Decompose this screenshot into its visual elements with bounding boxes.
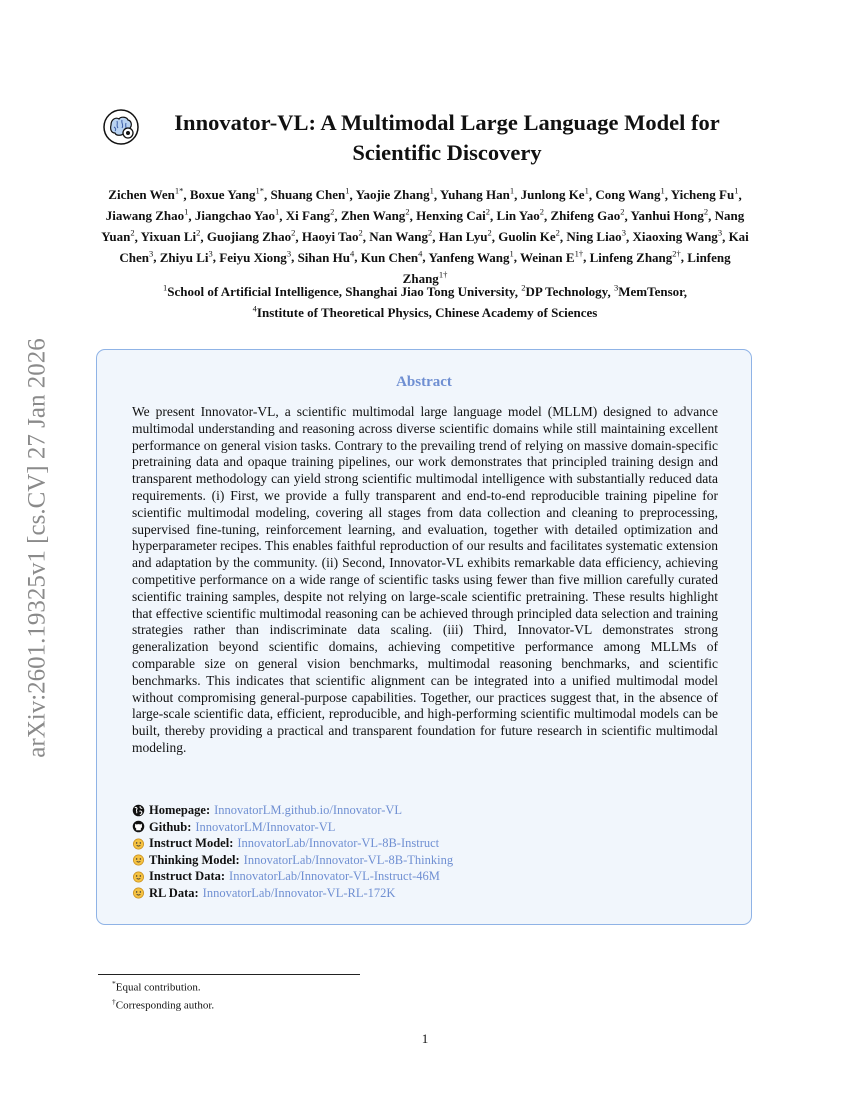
author-name: Guojiang Zhao$^2$ [206,227,296,244]
resource-links [132,802,718,901]
author-name: Kun Chen$^4$ [360,248,423,265]
rl-data-link[interactable]: InnovatorLab/Innovator-VL-RL-172K [202,885,396,900]
author-name: Zhen Wang$^2$ [340,206,410,224]
author-name: Ning Liao$^3$ [566,227,626,244]
author-name: Linfeng Zhang$^{1\dagger}$ [402,249,731,286]
github-icon [132,820,145,833]
abstract-box [96,349,752,925]
author-name: Yanfeng Wang$^1$ [428,248,514,265]
affiliation: $^4$Institute of Theoretical Physics, Chinese Academy of Sciences [252,303,598,320]
huggingface-icon [132,853,145,866]
title-block [100,108,750,168]
thinking-model-link[interactable]: InnovatorLab/Innovator-VL-8B-Thinking [243,852,454,867]
author-name: Haoyi Tao$^2$ [301,227,363,244]
author-name: Lin Yao$^2$ [496,206,545,224]
link-label: RL Data: [149,885,199,900]
author-name: Linfeng Zhang$^{2\dagger}$ [589,248,681,265]
author-name: Nang Yuan$^2$ [101,208,745,244]
page-number: 1 [421,1031,429,1046]
author-name: Jiawang Zhao$^1$ [105,206,189,224]
abstract-text: We present Innovator-VL, a scientific multimodal large language model (MLLM) designed to advance multimodal understanding and reasoning across diverse scientific domains while still maintaining excellent performance on general vision tasks. Contrary to the prevailing trend of relying on massive domain-specific pretraining data and opaque training pipelines, our work demonstrates that principled training design and transparent methodology can yield strong scientific multimodal intelligence with substantially reduced data requirements. (i) First, we provide a fully transparent and end-to-end reproducible training pipeline for scientific multimodal modeling, covering all stages from data collection and cleaning to preprocessing, supervised fine-tuning, reinforcement learning, and evaluation, together with detailed optimization and hyperparameter recipes. This enables faithful reproduction of our results and facilitates systematic extension and adaptation by the community. (ii) Second, Innovator-VL exhibits remarkable data efficiency, achieving competitive performance on a wide range of scientific tasks using fewer than five million carefully curated scientific training samples, despite not relying on large-scale scientific pretraining. These results highlight that effective scientific multimodal reasoning can be achieved through principled data selection and training strategies rather than indiscriminate data scaling. (iii) Third, Innovator-VL demonstrates strong generalization beyond scientific domains, achieving competitive performance among MLLMs of comparable size on general vision benchmarks, multimodal reasoning benchmarks, and scientific benchmarks. This indicates that scientific alignment can be integrated into a unified multimodal model without compromising general-purpose capabilities. Together, our practices suggest that, in the absence of large-scale scientific data, efficient, reproducible, and high-performing scientific multimodal models can be built, thereby providing a practical and transparent foundation for future research in scientific multimodal modeling. [132,404,718,755]
author-name: Henxing Cai$^2$ [416,206,491,224]
author-name: Han Lyu$^2$ [438,227,492,244]
author-name: Yuhang Han$^1$ [439,186,515,203]
author-name: Xiaoxing Wang$^3$ [632,227,723,244]
footnote-equal-contribution: *Equal contribution. [112,979,201,994]
arxiv-identifier: arXiv:2601.19325v1 [cs.CV] 27 Jan 2026 [24,337,51,758]
instruct-data-link[interactable]: InnovatorLab/Innovator-VL-Instruct-46M [229,869,440,883]
huggingface-icon [132,837,145,850]
author-name: Yixuan Li$^2$ [140,227,201,244]
author-name: Weinan $E^{1\dagger}$ [520,248,584,265]
instruct-model-link[interactable]: InnovatorLab/Innovator-VL-8B-Instruct [237,836,440,850]
affiliation: $^3$MemTensor [613,283,684,300]
author-name: Zhiyu Li$^3$ [159,248,213,265]
author-name: Sihan Hu$^4$ [297,248,355,265]
github-link[interactable]: InnovatorLM/Innovator-VL [195,819,336,834]
link-label: Thinking Model: [149,852,240,867]
author-name: Feiyu Xiong$^3$ [219,248,292,265]
author-name: Boxue Yang$^{1*}$ [189,186,264,203]
affiliation: $^1$School of Artificial Intelligence, Shanghai Jiao Tong University [163,283,515,300]
homepage-link[interactable]: InnovatorLM.github.io/Innovator-VL [214,803,403,817]
link-github [132,819,718,836]
footnote-corresponding-author: †Corresponding author. [112,996,215,1012]
globe-icon [132,804,145,817]
author-name: Yanhui Hong$^2$ [630,206,709,224]
affiliation: $^2$DP Technology [521,283,608,300]
author-name: Xi Fang$^2$ [285,206,335,224]
author-name: Kai Chen$^3$ [119,228,749,265]
author-name: Nan Wang$^2$ [369,227,433,244]
author-name: Guolin Ke$^2$ [498,227,560,244]
huggingface-icon [132,870,145,883]
link-label: Instruct Data: [149,869,226,883]
author-name: Junlong Ke$^1$ [520,186,589,203]
link-rl-data [132,885,718,902]
link-label: Instruct Model: [149,836,234,850]
author-name: Jiangchao Yao$^1$ [194,206,280,224]
abstract-heading: Abstract [396,374,452,390]
footnote-divider [98,974,360,975]
link-label: Homepage: [149,803,211,817]
author-name: Yaojie Zhang$^1$ [355,186,434,203]
author-list: Zichen Wen$^{1*}$, Boxue Yang$^{1*}$, Shuang Chen$^1$, Yaojie Zhang$^1$, Yuhang Han$^1$, Junlong Ke$^1$, Cong Wang$^1$, Yicheng Fu$^1$, Jiawang Zhao$^1$, Jiangchao Yao$^1$, Xi Fang$^2$, Zhen Wang$^2$, Henxing Cai$^2$, Lin Yao$^2$, Zhifeng Gao$^2$, Yanhui Hong$^2$, Nang Yuan$^2$, Yixuan Li$^2$, Guojiang Zhao$^2$, Haoyi Tao$^2$, Nan Wang$^2$, Han Lyu$^2$, Guolin Ke$^2$, Ning Liao$^3$, Xiaoxing Wang$^3$, Kai Chen$^3$, Zhiyu Li$^3$, Feiyu Xiong$^3$, Sihan Hu$^4$, Kun Chen$^4$, Yanfeng Wang$^1$, Weinan $E^{1\dagger}$, Linfeng Zhang$^{2\dagger}$, Linfeng Zhang$^{1\dagger}$ [101,186,749,286]
huggingface-icon [132,886,145,899]
author-name: Zichen Wen$^{1*}$ [108,186,184,203]
link-instruct-model [132,835,718,852]
link-instruct-data [132,868,718,885]
author-name: Zhifeng Gao$^2$ [550,206,625,224]
footnotes [112,977,214,1012]
link-label: Github: [149,819,192,834]
paper-title: Innovator-VL: A Multimodal Large Language Model for Scientific Discovery [174,110,720,165]
link-thinking-model [132,852,718,869]
link-homepage [132,802,718,819]
affiliation-list: $^1$School of Artificial Intelligence, Shanghai Jiao Tong University, $^2$DP Technology, $^3$MemTensor, $^4$Institute of Theoretical Physics, Chinese Academy of Sciences [163,283,687,320]
author-name: Yicheng Fu$^1$ [670,186,739,203]
author-name: Shuang Chen$^1$ [270,186,350,203]
arxiv-side-stamp [22,305,54,790]
author-name: Cong Wang$^1$ [595,186,665,203]
brain-logo-icon [103,109,139,145]
